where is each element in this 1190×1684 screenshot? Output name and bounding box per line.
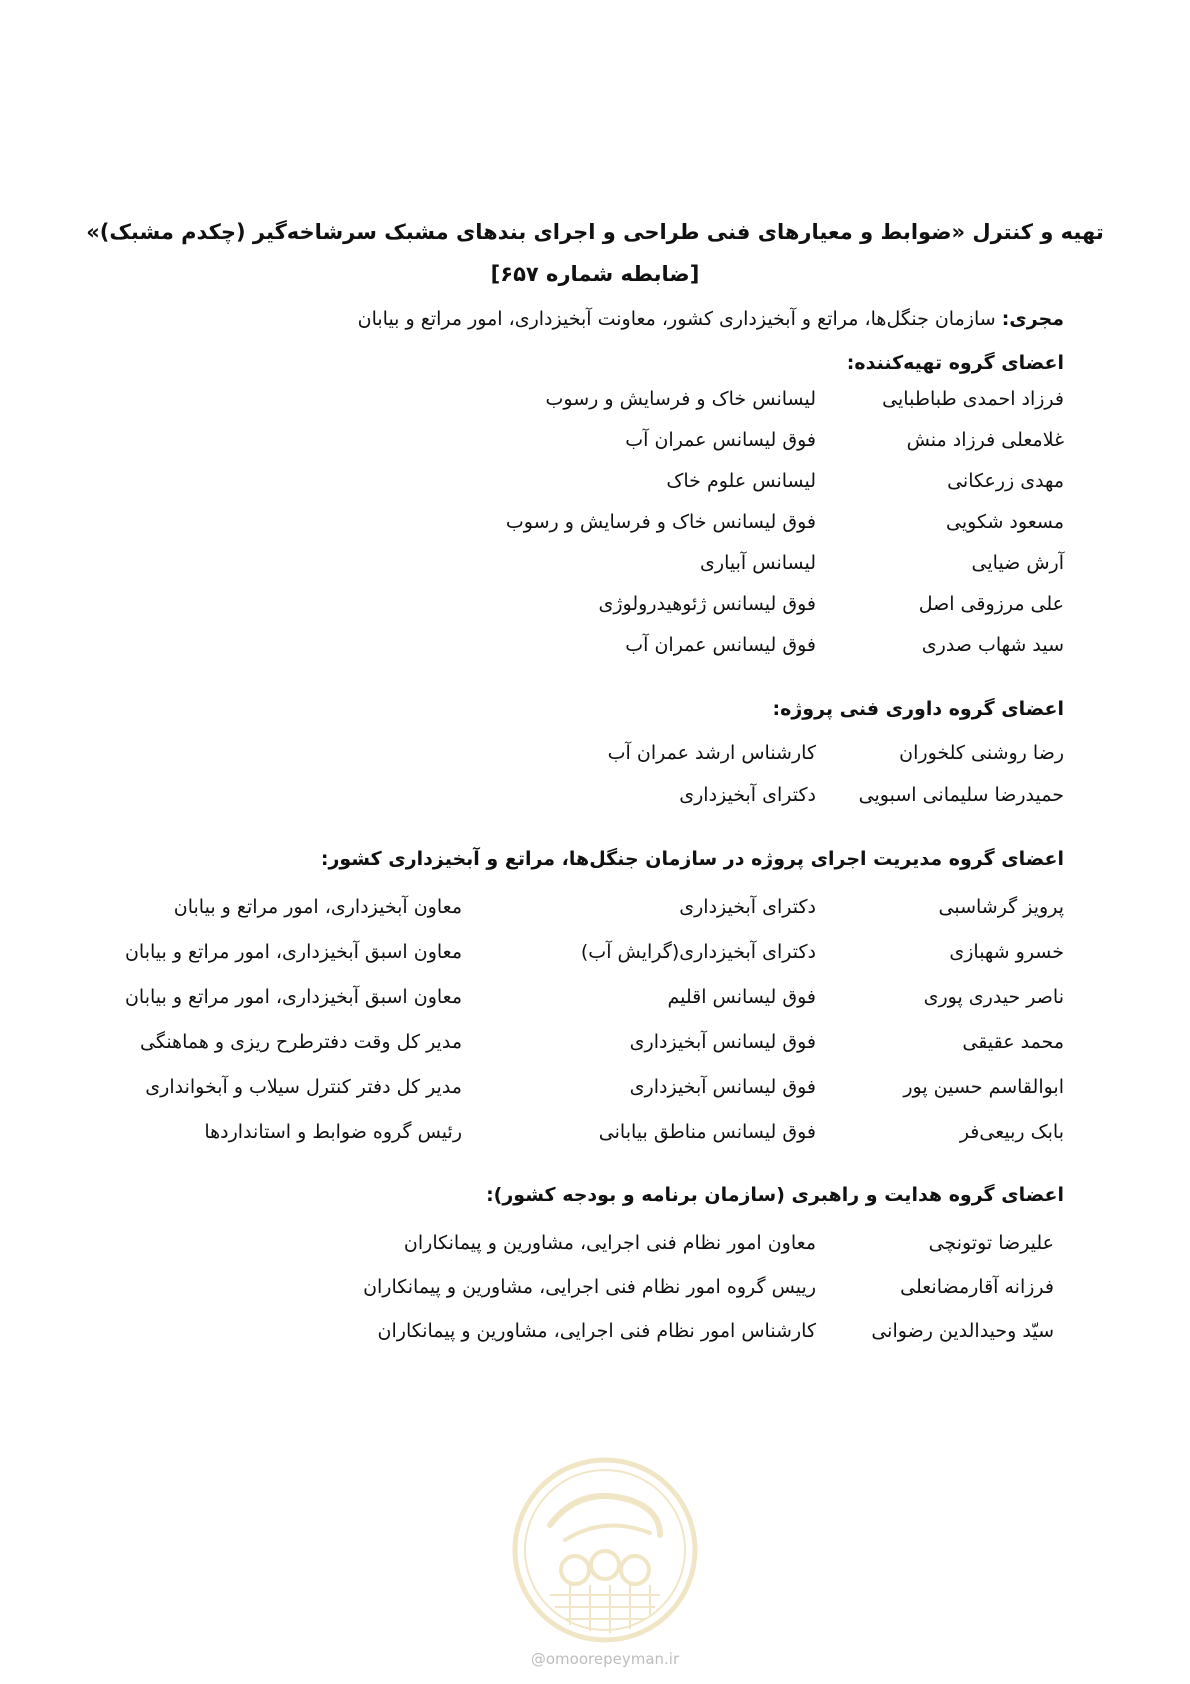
list-item — [0, 1232, 1190, 1262]
list-item — [0, 1076, 1190, 1106]
executor-label: مجری: — [1001, 308, 1064, 330]
list-item — [0, 1320, 1190, 1350]
member-position: مدیر کل دفتر کنترل سیلاب و آبخوانداری — [145, 1076, 462, 1098]
member-position: رییس گروه امور نظام فنی اجرایی، مشاورین و پیمانکاران — [363, 1276, 816, 1298]
member-name: علی مرزوقی اصل — [918, 593, 1064, 615]
preparers-heading: اعضای گروه تهیه‌کننده: — [846, 352, 1064, 374]
list-item — [0, 941, 1190, 971]
list-item — [0, 784, 1190, 814]
member-name: ناصر حیدری پوری — [923, 986, 1064, 1008]
member-position: کارشناس امور نظام فنی اجرایی، مشاورین و پیمانکاران — [377, 1320, 816, 1342]
member-position: معاون اسبق آبخیزداری، امور مراتع و بیابان — [124, 986, 462, 1008]
reviewers-heading: اعضای گروه داوری فنی پروژه: — [772, 698, 1064, 720]
member-name: سید شهاب صدری — [921, 634, 1064, 656]
member-name: بابک ربیعی‌فر — [959, 1121, 1064, 1143]
member-name: ابوالقاسم حسین پور — [903, 1076, 1064, 1098]
member-name: علیرضا توتونچی — [928, 1232, 1054, 1254]
member-name: محمد عقیقی — [962, 1031, 1064, 1053]
member-name: سیّد وحیدالدین رضوانی — [871, 1320, 1054, 1342]
member-degree: فوق لیسانس اقلیم — [667, 986, 816, 1008]
list-item — [0, 470, 1190, 500]
executor-text: سازمان جنگل‌ها، مراتع و آبخیزداری کشور، معاونت آبخیزداری، امور مراتع و بیابان — [357, 308, 996, 330]
member-position: معاون اسبق آبخیزداری، امور مراتع و بیابان — [124, 941, 462, 963]
member-position: مدیر کل وقت دفترطرح ریزی و هماهنگی — [139, 1031, 462, 1053]
member-degree: فوق لیسانس آبخیزداری — [629, 1076, 816, 1098]
list-item — [0, 511, 1190, 541]
member-degree: دکترای آبخیزداری — [679, 784, 816, 806]
member-name: مهدی زرعکانی — [947, 470, 1064, 492]
member-degree: فوق لیسانس ژئوهیدرولوژی — [598, 593, 816, 615]
document-title: تهیه و کنترل «ضوابط و معیارهای فنی طراحی و اجرای بندهای مشبک سرشاخه‌گیر (چکدم مشبک)» — [86, 220, 1104, 244]
member-degree: فوق لیسانس عمران آب — [625, 634, 816, 656]
member-name: مسعود شکویی — [946, 511, 1064, 533]
member-name: پرویز گرشاسبی — [938, 896, 1064, 918]
member-degree: لیسانس آبیاری — [700, 552, 816, 574]
executor-line — [358, 308, 1064, 330]
member-degree: فوق لیسانس مناطق بیابانی — [598, 1121, 816, 1143]
list-item — [0, 388, 1190, 418]
management-heading: اعضای گروه مدیریت اجرای پروژه در سازمان جنگل‌ها، مراتع و آبخیزداری کشور: — [320, 848, 1064, 870]
member-position: معاون آبخیزداری، امور مراتع و بیابان — [173, 896, 462, 918]
member-degree: فوق لیسانس عمران آب — [625, 429, 816, 451]
watermark-seal-icon — [510, 1455, 700, 1645]
list-item — [0, 552, 1190, 582]
member-name: حمیدرضا سلیمانی اسبویی — [858, 784, 1064, 806]
list-item — [0, 593, 1190, 623]
list-item — [0, 986, 1190, 1016]
watermark-website: @omoorepeyman.ir — [530, 1650, 680, 1668]
guidance-heading: اعضای گروه هدایت و راهبری (سازمان برنامه و بودجه کشور): — [486, 1184, 1064, 1206]
standard-number: [ضابطه شماره ۶۵۷] — [490, 262, 700, 286]
member-position: رئیس گروه ضوابط و استانداردها — [204, 1121, 462, 1143]
member-degree: دکترای آبخیزداری — [679, 896, 816, 918]
list-item — [0, 634, 1190, 664]
member-degree: دکترای آبخیزداری(گرایش آب) — [580, 941, 816, 963]
list-item — [0, 1276, 1190, 1306]
member-name: غلامعلی فرزاد منش — [906, 429, 1064, 451]
member-degree: کارشناس ارشد عمران آب — [607, 742, 816, 764]
member-name: فرزاد احمدی طباطبایی — [882, 388, 1064, 410]
member-name: فرزانه آقارمضانعلی — [900, 1276, 1054, 1298]
list-item — [0, 1031, 1190, 1061]
list-item — [0, 1121, 1190, 1151]
member-position: معاون امور نظام فنی اجرایی، مشاورین و پیمانکاران — [403, 1232, 816, 1254]
list-item — [0, 742, 1190, 772]
member-name: آرش ضیایی — [971, 552, 1064, 574]
member-degree: لیسانس خاک و فرسایش و رسوب — [545, 388, 816, 410]
member-degree: فوق لیسانس آبخیزداری — [629, 1031, 816, 1053]
member-degree: فوق لیسانس خاک و فرسایش و رسوب — [505, 511, 816, 533]
list-item — [0, 429, 1190, 459]
list-item — [0, 896, 1190, 926]
member-degree: لیسانس علوم خاک — [666, 470, 816, 492]
member-name: خسرو شهبازی — [949, 941, 1064, 963]
member-name: رضا روشنی کلخوران — [899, 742, 1064, 764]
